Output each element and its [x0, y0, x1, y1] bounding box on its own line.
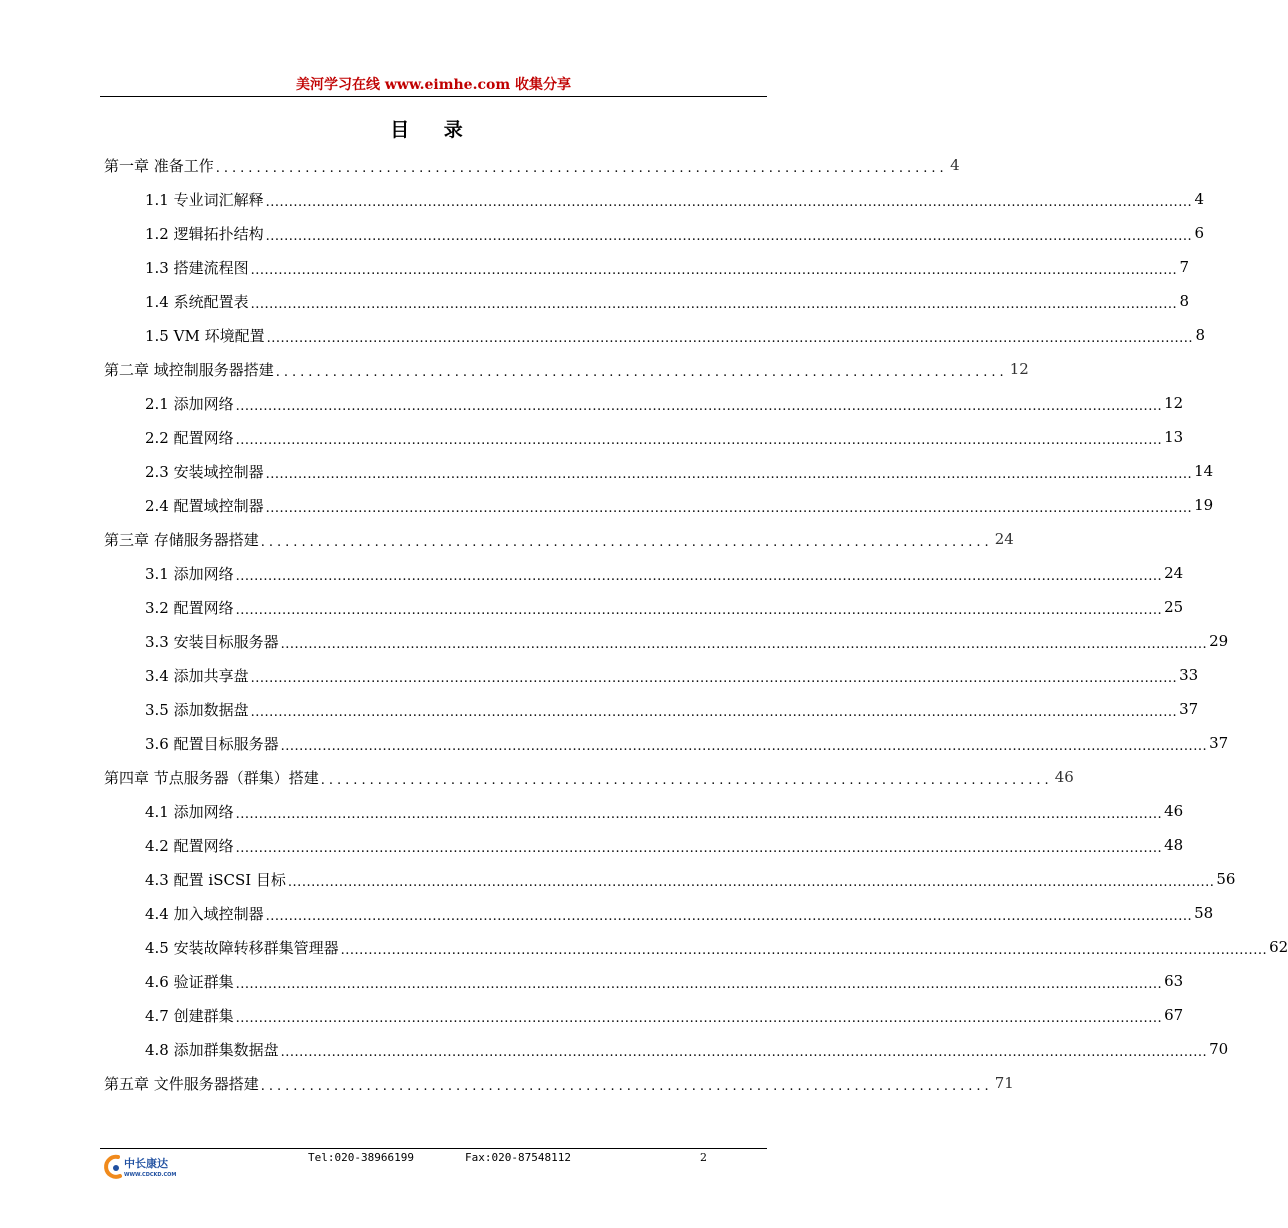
toc-leader-dots: ..........................................................................................	[215, 160, 948, 176]
toc-entry-label: 3.6 配置目标服务器	[145, 734, 279, 753]
toc-section-entry[interactable]	[104, 794, 1184, 828]
toc-leader-dots: ........................................................................................................................................................................................................	[235, 568, 1163, 584]
toc-section-entry[interactable]	[104, 420, 1184, 454]
toc-section-entry[interactable]	[104, 216, 1205, 250]
toc-leader-dots: ........................................................................................................................................................................................................	[235, 432, 1163, 448]
toc-leader-dots: ..........................................................................................	[275, 364, 1008, 380]
toc-leader-dots: ........................................................................................................................................................................................................	[235, 976, 1163, 992]
toc-entry-label: 3.4 添加共享盘	[145, 666, 249, 685]
toc-entry-page: 70	[1209, 1040, 1229, 1058]
toc-leader-dots: ..........................................................................................	[320, 772, 1053, 788]
toc-section-entry[interactable]	[104, 624, 1229, 658]
toc-entry-label: 1.4 系统配置表	[145, 292, 249, 311]
logo-name: 中长康达	[124, 1157, 168, 1170]
toc-entry-page: 62	[1269, 938, 1288, 956]
toc-entry-page: 63	[1164, 972, 1184, 990]
toc-section-entry[interactable]	[104, 284, 1190, 318]
toc-leader-dots: ........................................................................................................................................................................................................	[287, 874, 1215, 890]
toc-entry-page: 8	[1195, 326, 1206, 344]
table-of-contents	[104, 148, 1288, 1100]
toc-section-entry[interactable]	[104, 862, 1236, 896]
toc-leader-dots: ........................................................................................................................................................................................................	[235, 398, 1163, 414]
toc-entry-page: 4	[950, 156, 960, 174]
toc-section-entry[interactable]	[104, 896, 1214, 930]
toc-leader-dots: ........................................................................................................................................................................................................	[235, 602, 1163, 618]
toc-leader-dots: ........................................................................................................................................................................................................	[265, 500, 1193, 516]
toc-entry-label: 3.3 安装目标服务器	[145, 632, 279, 651]
toc-leader-dots: ........................................................................................................................................................................................................	[265, 194, 1193, 210]
toc-entry-page: 8	[1179, 292, 1190, 310]
toc-entry-page: 71	[994, 1074, 1014, 1092]
toc-entry-label: 2.2 配置网络	[145, 428, 234, 447]
toc-leader-dots: ........................................................................................................................................................................................................	[340, 942, 1268, 958]
toc-leader-dots: ........................................................................................................................................................................................................	[265, 228, 1193, 244]
toc-section-entry[interactable]	[104, 998, 1184, 1032]
toc-entry-label: 3.1 添加网络	[145, 564, 234, 583]
footer-tel: Tel:020-38966199	[308, 1151, 414, 1164]
toc-entry-label: 第一章 准备工作	[104, 156, 214, 175]
toc-entry-page: 12	[1164, 394, 1184, 412]
toc-section-entry[interactable]	[104, 454, 1214, 488]
toc-entry-page: 19	[1194, 496, 1214, 514]
toc-section-entry[interactable]	[104, 250, 1190, 284]
toc-entry-page: 12	[1009, 360, 1029, 378]
toc-chapter-entry[interactable]	[104, 352, 1029, 386]
toc-section-entry[interactable]	[104, 386, 1184, 420]
toc-chapter-entry[interactable]	[104, 522, 1014, 556]
toc-entry-label: 4.2 配置网络	[145, 836, 234, 855]
toc-entry-label: 2.1 添加网络	[145, 394, 234, 413]
toc-entry-label: 1.2 逻辑拓扑结构	[145, 224, 264, 243]
toc-entry-page: 48	[1164, 836, 1184, 854]
toc-entry-page: 46	[1164, 802, 1184, 820]
toc-leader-dots: ..........................................................................................	[260, 1078, 993, 1094]
toc-entry-page: 29	[1209, 632, 1229, 650]
toc-section-entry[interactable]	[104, 1032, 1229, 1066]
toc-entry-label: 第二章 域控制服务器搭建	[104, 360, 274, 379]
toc-entry-page: 24	[994, 530, 1014, 548]
toc-entry-page: 7	[1179, 258, 1190, 276]
footer-page-number: 2	[700, 1151, 707, 1164]
toc-entry-page: 46	[1054, 768, 1074, 786]
toc-entry-label: 4.5 安装故障转移群集管理器	[145, 938, 339, 957]
toc-leader-dots: ........................................................................................................................................................................................................	[235, 1010, 1163, 1026]
toc-leader-dots: ........................................................................................................................................................................................................	[265, 908, 1193, 924]
toc-section-entry[interactable]	[104, 692, 1199, 726]
toc-entry-page: 14	[1194, 462, 1214, 480]
toc-entry-label: 2.3 安装域控制器	[145, 462, 264, 481]
toc-section-entry[interactable]	[104, 658, 1199, 692]
toc-leader-dots: ........................................................................................................................................................................................................	[235, 806, 1163, 822]
toc-entry-label: 4.6 验证群集	[145, 972, 234, 991]
toc-leader-dots: ..........................................................................................	[260, 534, 993, 550]
toc-entry-label: 第三章 存储服务器搭建	[104, 530, 259, 549]
footer-fax: Fax:020-87548112	[465, 1151, 571, 1164]
toc-section-entry[interactable]	[104, 964, 1184, 998]
toc-leader-dots: ........................................................................................................................................................................................................	[250, 670, 1178, 686]
toc-entry-label: 1.5 VM 环境配置	[145, 326, 265, 345]
toc-section-entry[interactable]	[104, 726, 1229, 760]
toc-entry-label: 第五章 文件服务器搭建	[104, 1074, 259, 1093]
toc-section-entry[interactable]	[104, 590, 1184, 624]
toc-leader-dots: ........................................................................................................................................................................................................	[265, 466, 1193, 482]
toc-entry-label: 4.4 加入域控制器	[145, 904, 264, 923]
toc-entry-page: 25	[1164, 598, 1184, 616]
toc-entry-page: 33	[1179, 666, 1199, 684]
toc-entry-page: 58	[1194, 904, 1214, 922]
toc-leader-dots: ........................................................................................................................................................................................................	[250, 704, 1178, 720]
toc-entry-label: 4.8 添加群集数据盘	[145, 1040, 279, 1059]
toc-entry-page: 4	[1194, 190, 1205, 208]
toc-leader-dots: ........................................................................................................................................................................................................	[266, 330, 1194, 346]
toc-section-entry[interactable]	[104, 556, 1184, 590]
toc-chapter-entry[interactable]	[104, 1066, 1014, 1100]
toc-entry-label: 2.4 配置域控制器	[145, 496, 264, 515]
toc-entry-label: 3.2 配置网络	[145, 598, 234, 617]
toc-entry-label: 1.3 搭建流程图	[145, 258, 249, 277]
toc-entry-page: 56	[1216, 870, 1236, 888]
page-header: 美河学习在线 www.eimhe.com 收集分享	[295, 77, 572, 93]
toc-leader-dots: ........................................................................................................................................................................................................	[250, 296, 1178, 312]
toc-entry-label: 4.7 创建群集	[145, 1006, 234, 1025]
toc-leader-dots: ........................................................................................................................................................................................................	[280, 636, 1208, 652]
toc-section-entry[interactable]	[104, 318, 1206, 352]
toc-entry-label: 第四章 节点服务器（群集）搭建	[104, 768, 319, 787]
toc-entry-label: 4.1 添加网络	[145, 802, 234, 821]
toc-entry-page: 24	[1164, 564, 1184, 582]
toc-entry-page: 37	[1179, 700, 1199, 718]
footer-rule	[100, 1148, 767, 1149]
toc-leader-dots: ........................................................................................................................................................................................................	[280, 738, 1208, 754]
toc-chapter-entry[interactable]	[104, 760, 1074, 794]
toc-entry-label: 4.3 配置 iSCSI 目标	[145, 870, 286, 889]
toc-entry-page: 13	[1164, 428, 1184, 446]
toc-section-entry[interactable]	[104, 488, 1214, 522]
toc-section-entry[interactable]	[104, 182, 1205, 216]
toc-chapter-entry[interactable]	[104, 148, 960, 182]
company-logo	[104, 1152, 184, 1186]
toc-leader-dots: ........................................................................................................................................................................................................	[250, 262, 1178, 278]
toc-entry-label: 1.1 专业词汇解释	[145, 190, 264, 209]
toc-entry-page: 67	[1164, 1006, 1184, 1024]
toc-section-entry[interactable]	[104, 828, 1184, 862]
toc-title: 目 录	[390, 119, 477, 141]
logo-mark-icon	[104, 1154, 126, 1182]
toc-leader-dots: ........................................................................................................................................................................................................	[280, 1044, 1208, 1060]
logo-url: WWW.CDCKD.COM	[124, 1172, 177, 1178]
toc-entry-page: 6	[1194, 224, 1205, 242]
toc-leader-dots: ........................................................................................................................................................................................................	[235, 840, 1163, 856]
toc-section-entry[interactable]	[104, 930, 1288, 964]
toc-entry-page: 37	[1209, 734, 1229, 752]
toc-entry-label: 3.5 添加数据盘	[145, 700, 249, 719]
header-rule	[100, 96, 767, 97]
